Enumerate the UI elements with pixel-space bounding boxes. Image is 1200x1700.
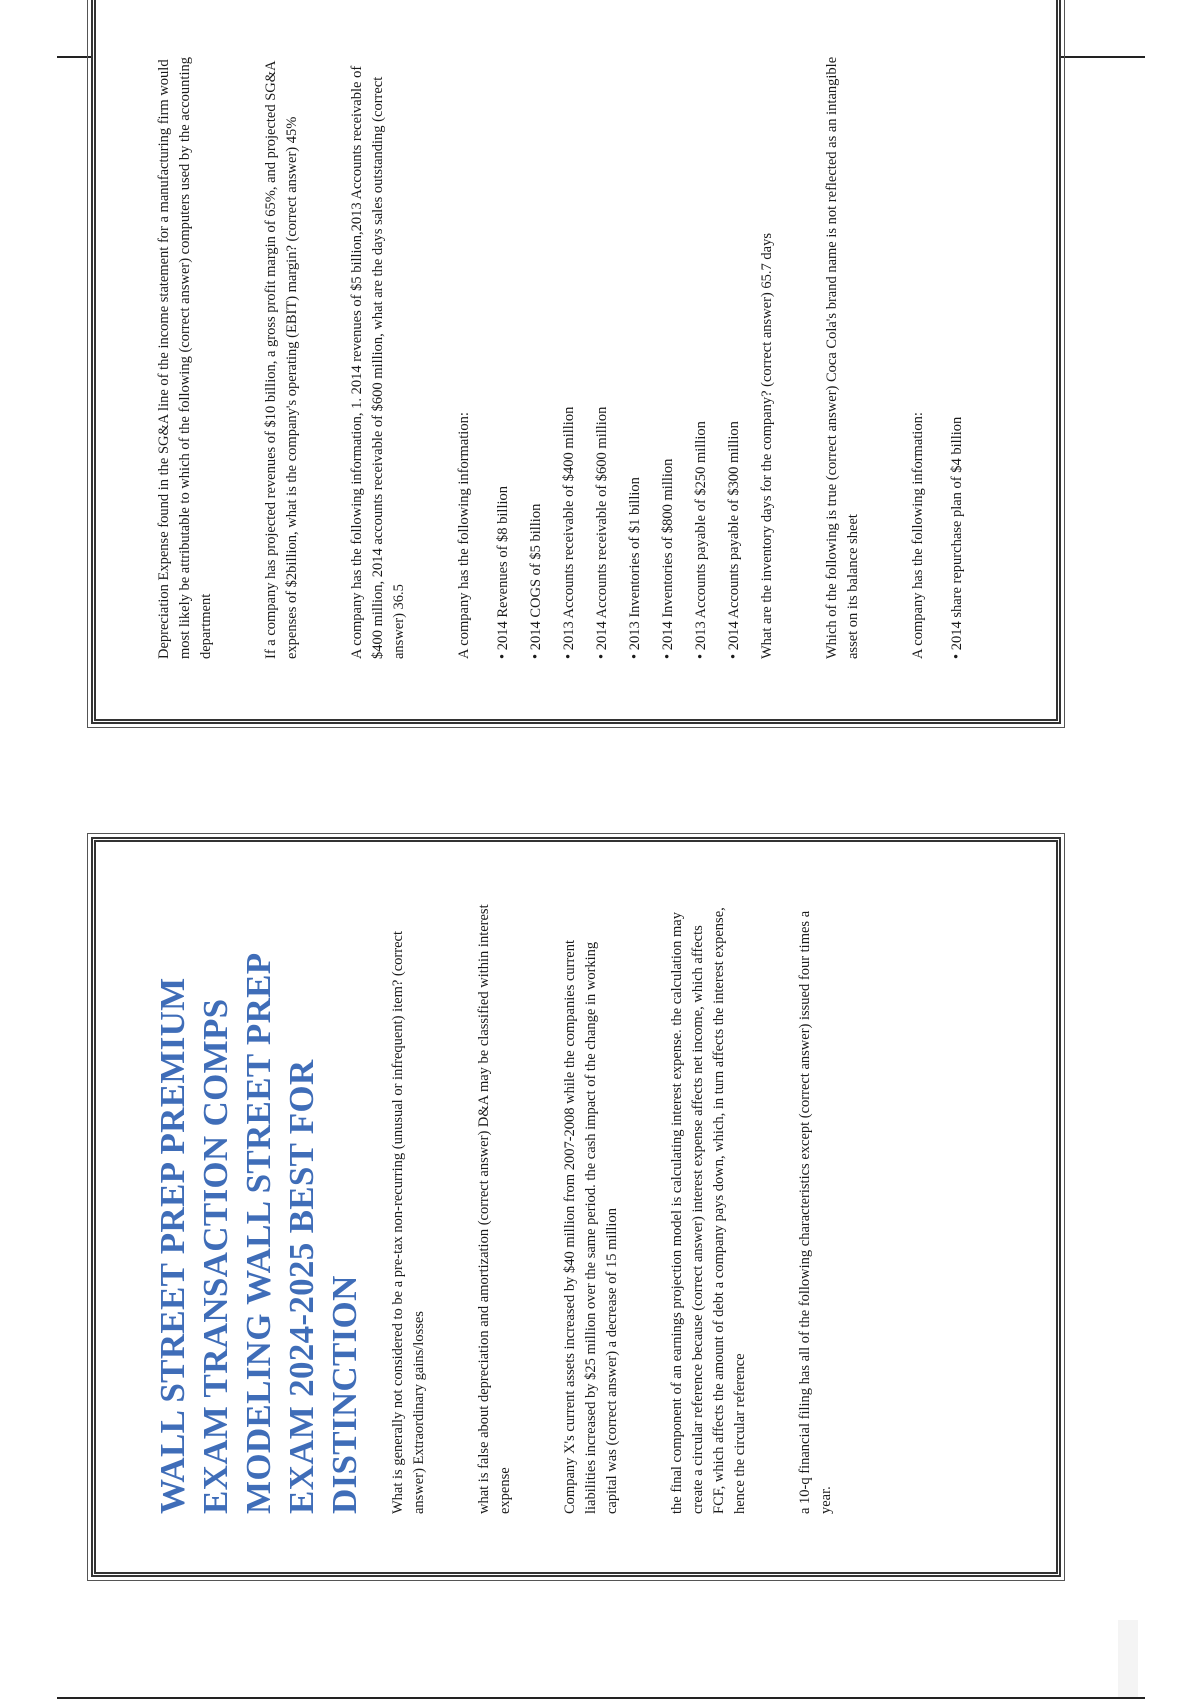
document-page-bottom (91, 837, 1061, 1577)
list-item: • 2013 Accounts receivable of $400 million (559, 49, 580, 659)
list-item: • 2013 Inventories of $1 billion (625, 49, 646, 659)
scan-shade (1118, 1620, 1138, 1698)
question-circular-reference: the final component of an earnings projection model is calculating interest expense. the calculation may create a circular reference because (correct answer) interest expense affects net income, which affects FCF, which affects the amount of debt a company pays down, which, in turn affects the interest expense, hence the circular reference (669, 907, 748, 1514)
list-item: • 2014 Accounts payable of $300 million (724, 49, 745, 659)
list-item: • 2014 share repurchase plan of $4 billion (947, 49, 968, 659)
question-share-repurchase-intro: A company has the following information: (910, 412, 926, 659)
question-10q-filing: a 10-q financial filing has all of the following characteristics except (correct answer) issued four times a year. (797, 910, 834, 1514)
question-days-sales-outstanding: A company has the following information, 1. 2014 revenues of $5 billion,2013 Accounts receivable of $400 million, 2014 accounts receivable of $600 million, what are the days sales outstanding (correct answer) 36.5 (349, 65, 407, 659)
list-item: • 2014 Inventories of $800 million (658, 49, 679, 659)
question-depreciation-sga: Depreciation Expense found in the SG&A line of the income statement for a manufacturing firm would most likely be attributable to which of the following (correct answer) computers used by the accounting department (156, 57, 214, 659)
list-item: • 2014 COGS of $5 billion (526, 49, 547, 659)
question-depreciation-amortization: what is false about depreciation and amortization (correct answer) D&A may be classified within interest expense (476, 904, 513, 1514)
inventory-info-list (493, 49, 745, 659)
list-item: • 2014 Revenues of $8 billion (493, 49, 514, 659)
document-page-top (91, 0, 1061, 724)
share-repurchase-list (947, 49, 968, 659)
question-working-capital: Company X's current assets increased by $40 million from 2007-2008 while the companies current liabilities increased by $25 million over the same period. the cash impact of the change in working capital was (correct answer) a decrease of 15 million (562, 939, 620, 1514)
list-item: • 2013 Accounts payable of $250 million (691, 49, 712, 659)
question-non-recurring-item: What is generally not considered to be a pre-tax non-recurring (unusual or infrequent) item? (correct answer) Extraordinary gains/losses (390, 931, 427, 1514)
question-inventory-days: What are the inventory days for the company? (correct answer) 65.7 days (759, 233, 775, 659)
question-inventory-intro: A company has the following information: (456, 412, 472, 659)
question-ebit-margin: If a company has projected revenues of $10 billion, a gross profit margin of 65%, and projected SG&A expenses of $2billion, what is the company's operating (EBIT) margin? (correct answer) 45% (263, 61, 300, 659)
list-item: • 2014 Accounts receivable of $600 million (592, 49, 613, 659)
question-coca-cola-brand: Which of the following is true (correct answer) Coca Cola's brand name is not reflected as an intangible asset on its balance sheet (824, 56, 861, 659)
bottom-rule (57, 1697, 1145, 1699)
document-title: WALL STREET PREP PREMIUM EXAM TRANSACTION COMPS MODELING WALL STREET PREP EXAM 2024-2025 BEST FOR DISTINCTION (153, 954, 364, 1514)
